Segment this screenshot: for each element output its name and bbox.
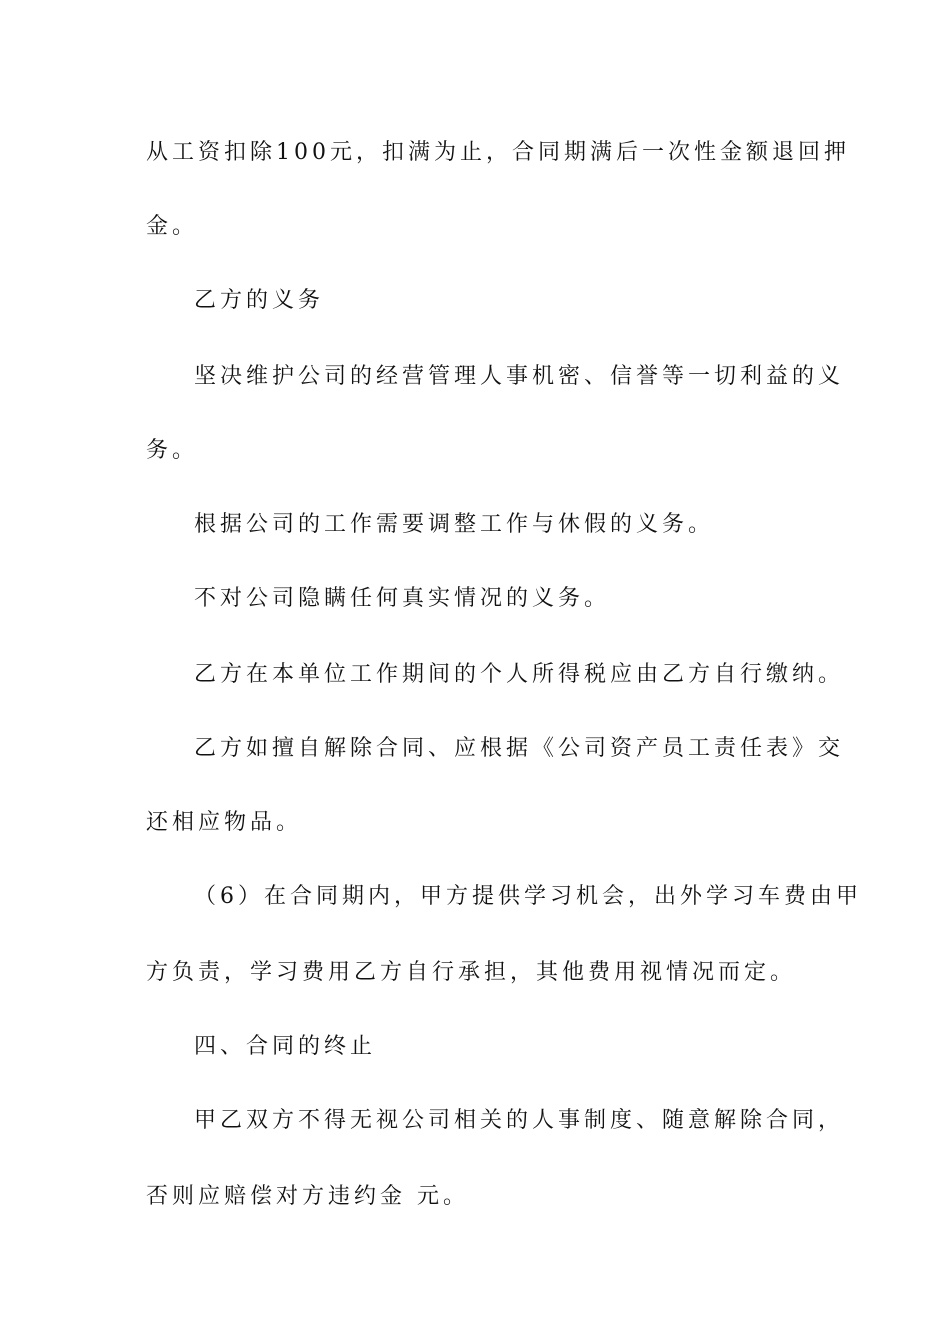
paragraph-line: （6）在合同期内，甲方提供学习机会，出外学习车费由甲	[194, 884, 862, 909]
section-heading: 四、合同的终止	[194, 1034, 377, 1059]
paragraph-line: 否则应赔偿对方违约金 元。	[146, 1184, 469, 1209]
paragraph-line: 不对公司隐瞒任何真实情况的义务。	[194, 586, 611, 611]
paragraph-line: 方负责，学习费用乙方自行承担，其他费用视情况而定。	[146, 960, 797, 985]
paragraph-line: 乙方在本单位工作期间的个人所得税应由乙方自行缴纳。	[194, 662, 845, 687]
section-heading: 乙方的义务	[194, 288, 325, 313]
paragraph-line: 乙方如擅自解除合同、应根据《公司资产员工责任表》交	[194, 736, 845, 761]
paragraph-line: 还相应物品。	[146, 810, 303, 835]
paragraph-line: 务。	[146, 438, 199, 463]
paragraph-line: 坚决维护公司的经营管理人事机密、信誉等一切利益的义	[194, 364, 845, 389]
paragraph-line: 金。	[146, 214, 199, 239]
paragraph-line: 根据公司的工作需要调整工作与休假的义务。	[194, 512, 715, 537]
paragraph-line: 从工资扣除100元，扣满为止，合同期满后一次性金额退回押	[146, 140, 850, 165]
paragraph-line: 甲乙双方不得无视公司相关的人事制度、随意解除合同，	[194, 1108, 845, 1133]
